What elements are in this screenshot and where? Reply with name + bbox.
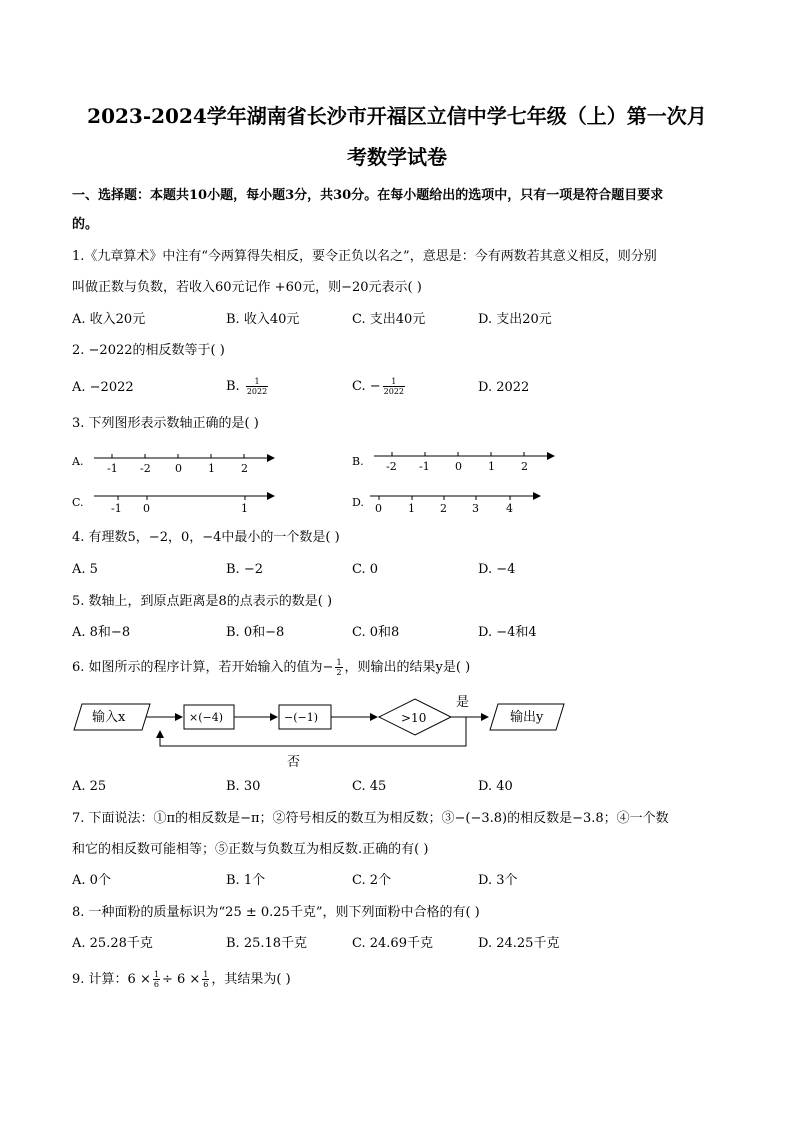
q3-option-b-ticks: [392, 452, 524, 456]
q3-stem: 3. 下列图形表示数轴正确的是( ): [72, 416, 259, 431]
q4-option-b[interactable]: B. −2: [226, 562, 263, 577]
q6-option-a[interactable]: A. 25: [72, 779, 107, 794]
q9-fraction-2-denominator: 6: [203, 980, 209, 989]
q9-mid: ÷ 6 ×: [161, 972, 201, 987]
q1-stem-line2: 叫做正数与负数，若收入60元记作 +60元，则−20元表示( ): [72, 280, 422, 295]
q6-stem: [72, 658, 470, 677]
q3-d-tick: 0: [375, 502, 382, 515]
flow-op2-label: −(−1): [284, 711, 319, 724]
page-title-line1: 2023-2024学年湖南省长沙市开福区立信中学七年级（上）第一次月: [87, 104, 707, 128]
q3-a-tick: 2: [241, 462, 248, 475]
q5-option-c[interactable]: C. 0和8: [352, 625, 400, 640]
section-header-line1: 一、选择题：本题共10小题，每小题3分，共30分。在每小题给出的选项中，只有一项是符合题目要求: [72, 188, 664, 203]
q9-fraction-1-denominator: 6: [153, 980, 159, 989]
q6-option-b[interactable]: B. 30: [226, 779, 261, 794]
q9-fraction-1: [153, 970, 160, 989]
q6-option-c[interactable]: C. 45: [352, 779, 387, 794]
q9-fraction-2-numerator: 1: [203, 970, 209, 979]
q6-stem-prefix: 6. 如图所示的程序计算，若开始输入的值为−: [72, 660, 334, 675]
flow-op1-label: ×(−4): [189, 711, 224, 724]
q3-d-tick: 4: [506, 502, 513, 515]
q8-option-d[interactable]: D. 24.25千克: [478, 936, 560, 951]
q1-option-c[interactable]: C. 支出40元: [352, 312, 426, 327]
q6-stem-denominator: 2: [336, 668, 342, 677]
q5-option-b[interactable]: B. 0和−8: [226, 625, 285, 640]
q3-d-tick: 1: [408, 502, 415, 515]
q3-option-a-label[interactable]: A.: [72, 455, 84, 468]
flow-input-label: 输入x: [92, 710, 126, 725]
q2-option-c-numerator: 1: [391, 377, 397, 386]
q2-option-c-fraction: [383, 377, 405, 396]
q9-fraction-2: [202, 970, 209, 989]
q2-option-d[interactable]: D. 2022: [478, 380, 530, 395]
q3-d-tick: 3: [472, 502, 479, 515]
q1-stem-line1: 1.《九章算术》中注有“今两算得失相反，要令正负以名之”，意思是：今有两数若其意义相反，则分别: [72, 249, 657, 264]
q3-b-tick: -1: [419, 460, 430, 473]
q9-suffix: ，其结果为( ): [211, 972, 291, 987]
q8-stem: 8. 一种面粉的质量标识为“25 ± 0.25千克”，则下列面粉中合格的有( ): [72, 905, 480, 920]
q3-a-tick: 0: [175, 462, 182, 475]
q2-option-c[interactable]: [352, 377, 407, 396]
q3-option-b-label[interactable]: B.: [352, 455, 364, 468]
q4-option-d[interactable]: D. −4: [478, 562, 516, 577]
q7-option-b[interactable]: B. 1个: [226, 873, 266, 888]
q2-option-b-fraction: [246, 377, 268, 396]
q3-number-lines: [0, 440, 794, 520]
q2-option-c-denominator: 2022: [383, 387, 404, 396]
q1-option-d[interactable]: D. 支出20元: [478, 312, 552, 327]
q2-option-b[interactable]: [226, 377, 270, 396]
q8-option-b[interactable]: B. 25.18千克: [226, 936, 308, 951]
q1-option-b[interactable]: B. 收入40元: [226, 312, 300, 327]
q3-c-tick: -1: [111, 502, 122, 515]
q3-option-c-ticks: [118, 496, 245, 500]
q9-fraction-1-numerator: 1: [153, 970, 159, 979]
q2-option-b-prefix: B.: [226, 379, 244, 394]
q4-option-c[interactable]: C. 0: [352, 562, 379, 577]
q7-option-c[interactable]: C. 2个: [352, 873, 392, 888]
q5-stem: 5. 数轴上，到原点距离是8的点表示的数是( ): [72, 594, 333, 609]
q3-option-d-ticks: [379, 496, 510, 500]
q5-option-a[interactable]: A. 8和−8: [72, 625, 131, 640]
flow-no-label: 否: [287, 755, 301, 770]
q2-option-c-prefix: C. −: [352, 379, 381, 394]
q3-a-tick: -2: [140, 462, 151, 475]
page-title-line2: 考数学试卷: [347, 145, 447, 169]
q1-option-a[interactable]: A. 收入20元: [72, 312, 146, 327]
q3-option-c-label[interactable]: C.: [72, 496, 84, 509]
q9-stem: [72, 970, 291, 989]
q7-stem-line2: 和它的相反数可能相等；⑤正数与负数互为相反数.正确的有( ): [72, 842, 429, 857]
q8-option-c[interactable]: C. 24.69千克: [352, 936, 433, 951]
q3-a-tick: 1: [208, 462, 215, 475]
q7-option-d[interactable]: D. 3个: [478, 873, 518, 888]
q3-a-tick: -1: [107, 462, 118, 475]
flow-output-label: 输出y: [510, 710, 544, 725]
q9-prefix: 9. 计算：6 ×: [72, 972, 151, 987]
q6-flowchart: [0, 688, 794, 778]
q6-stem-fraction: [335, 658, 342, 677]
q3-b-tick: -2: [386, 460, 397, 473]
q3-option-a-ticks: [112, 454, 244, 458]
q3-c-tick: 1: [241, 502, 248, 515]
section-header-line2: 的。: [72, 217, 99, 232]
q4-option-a[interactable]: A. 5: [72, 562, 98, 577]
q3-d-tick: 2: [440, 502, 447, 515]
flow-yes-label: 是: [456, 695, 470, 710]
q3-b-tick: 2: [521, 460, 528, 473]
q6-option-d[interactable]: D. 40: [478, 779, 513, 794]
q3-c-tick: 0: [143, 502, 150, 515]
q2-stem: 2. −2022的相反数等于( ): [72, 343, 225, 358]
q3-b-tick: 0: [455, 460, 462, 473]
q2-option-a[interactable]: A. −2022: [72, 380, 134, 395]
q3-b-tick: 1: [488, 460, 495, 473]
q5-option-d[interactable]: D. −4和4: [478, 625, 537, 640]
q2-option-b-denominator: 2022: [246, 387, 268, 396]
q6-stem-suffix: ，则输出的结果y是( ): [344, 660, 471, 675]
q6-stem-numerator: 1: [336, 658, 342, 667]
q2-option-b-numerator: 1: [254, 377, 260, 386]
q3-option-d-label[interactable]: D.: [352, 496, 364, 509]
q4-stem: 4. 有理数5，−2，0，−4中最小的一个数是( ): [72, 530, 340, 545]
flow-decision-label: >10: [401, 711, 427, 725]
q7-stem-line1: 7. 下面说法：①π的相反数是−π；②符号相反的数互为相反数；③−(−3.8)的相反数是−3.8；④一个数: [72, 811, 669, 826]
q7-option-a[interactable]: A. 0个: [72, 873, 111, 888]
q8-option-a[interactable]: A. 25.28千克: [72, 936, 153, 951]
